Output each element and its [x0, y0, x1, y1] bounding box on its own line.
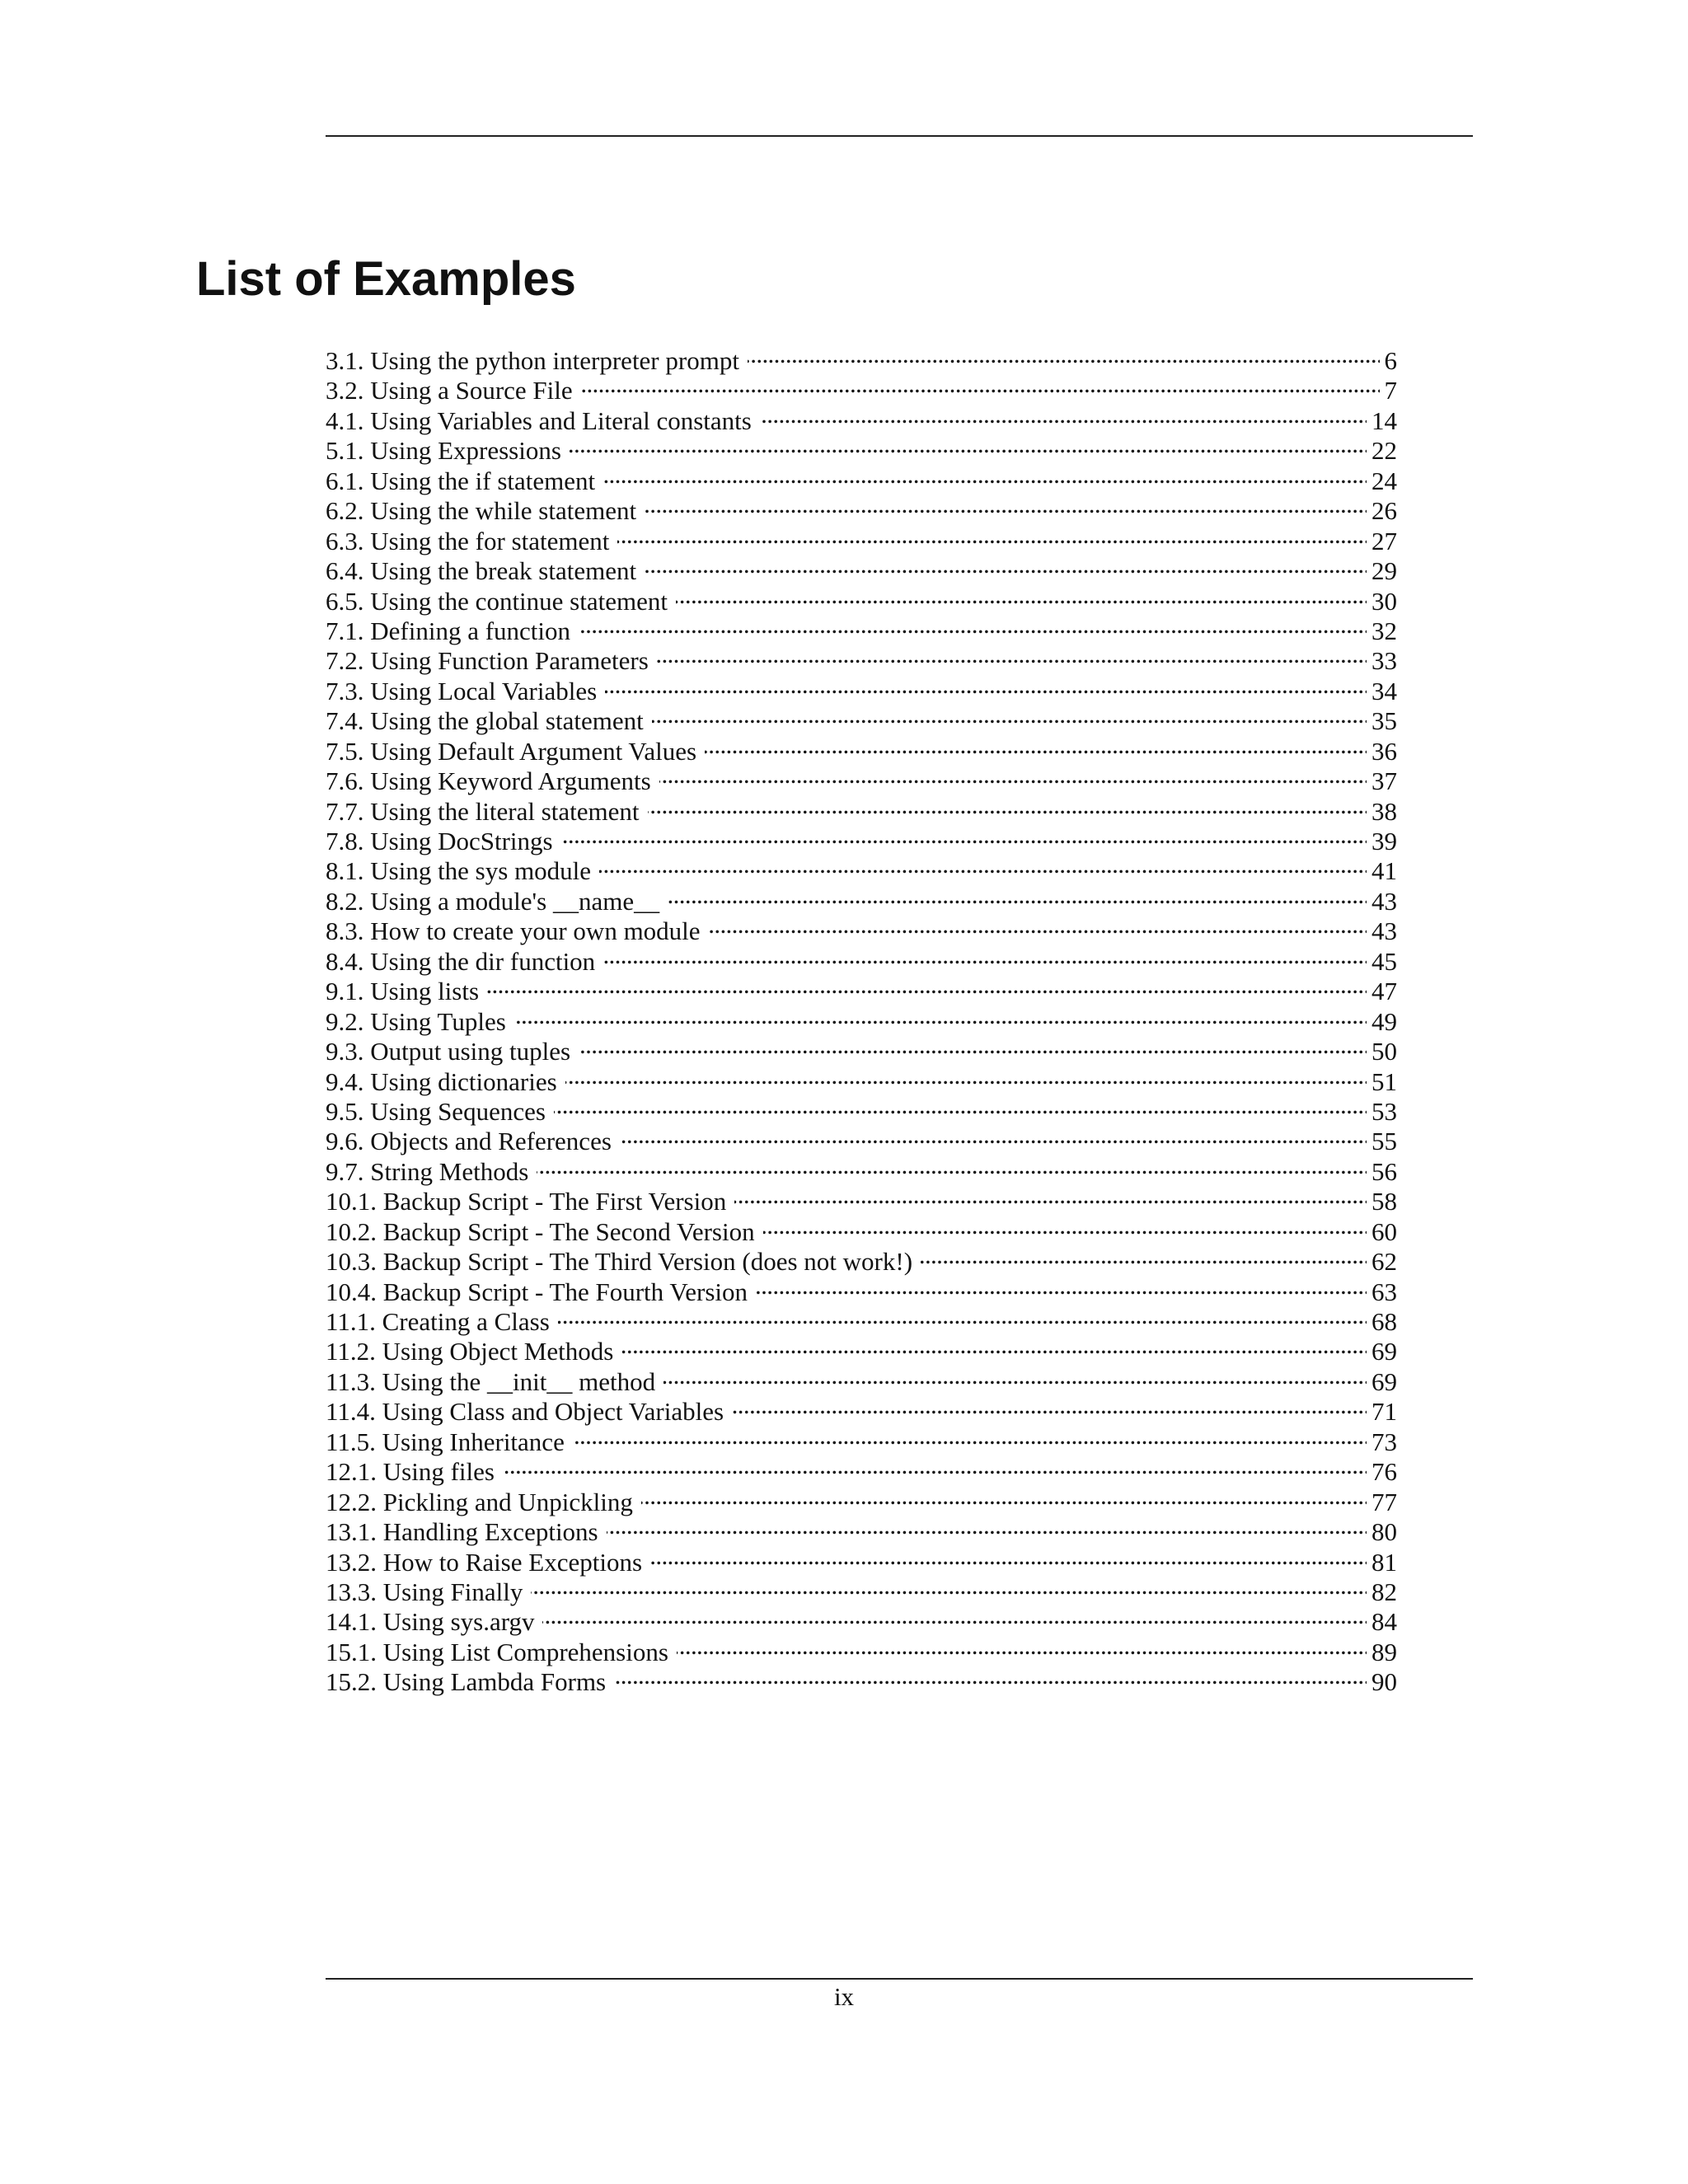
dot-leader — [503, 1451, 1367, 1480]
example-page-number: 29 — [1372, 556, 1397, 586]
example-page-number: 32 — [1372, 616, 1397, 645]
example-title: 10.1. Backup Script - The First Version — [326, 1187, 727, 1216]
example-title: 10.4. Backup Script - The Fourth Version — [326, 1277, 748, 1306]
example-page-number: 55 — [1372, 1127, 1397, 1156]
example-title: 9.3. Output using tuples — [326, 1037, 571, 1066]
example-page-number: 49 — [1372, 1006, 1397, 1036]
dot-leader — [607, 1511, 1367, 1540]
example-title: 11.2. Using Object Methods — [326, 1337, 614, 1366]
dot-leader — [620, 1120, 1367, 1150]
example-page-number: 69 — [1372, 1337, 1397, 1366]
example-title: 6.2. Using the while statement — [326, 496, 637, 526]
example-title: 7.7. Using the literal statement — [326, 796, 640, 826]
dot-leader — [573, 1421, 1367, 1451]
example-title: 4.1. Using Variables and Literal constants — [326, 405, 752, 435]
example-page-number: 58 — [1372, 1187, 1397, 1216]
example-title: 11.4. Using Class and Object Variables — [326, 1397, 724, 1427]
example-title: 12.1. Using files — [326, 1457, 495, 1487]
dot-leader — [621, 1330, 1367, 1360]
example-page-number: 35 — [1372, 706, 1397, 736]
dot-leader — [558, 1301, 1367, 1330]
dot-leader — [487, 970, 1367, 1000]
dot-leader — [732, 1390, 1367, 1420]
dot-leader — [542, 1601, 1367, 1630]
dot-leader — [760, 400, 1367, 429]
example-page-number: 7 — [1384, 376, 1397, 405]
dot-leader — [676, 580, 1367, 610]
dot-leader — [579, 1030, 1367, 1060]
example-page-number: 60 — [1372, 1216, 1397, 1246]
example-page-number: 14 — [1372, 405, 1397, 435]
example-title: 13.1. Handling Exceptions — [326, 1517, 598, 1547]
example-page-number: 41 — [1372, 856, 1397, 886]
dot-leader — [663, 1361, 1367, 1390]
example-title: 9.7. String Methods — [326, 1156, 529, 1186]
dot-leader — [617, 520, 1367, 550]
dot-leader — [921, 1240, 1367, 1270]
example-page-number: 6 — [1384, 346, 1397, 375]
example-title: 7.5. Using Default Argument Values — [326, 736, 697, 766]
dot-leader — [748, 340, 1380, 369]
example-title: 15.1. Using List Comprehensions — [326, 1637, 668, 1666]
dot-leader — [677, 1631, 1367, 1661]
example-title: 11.1. Creating a Class — [326, 1307, 550, 1336]
dot-leader — [581, 369, 1380, 399]
example-title: 9.2. Using Tuples — [326, 1006, 506, 1036]
example-page-number: 39 — [1372, 827, 1397, 855]
example-title: 7.3. Using Local Variables — [326, 676, 598, 705]
example-page-number: 77 — [1372, 1487, 1397, 1516]
dot-leader — [603, 940, 1367, 970]
example-title: 8.2. Using a module's __name__ — [326, 886, 660, 916]
example-title: 7.8. Using DocStrings — [326, 827, 553, 855]
dot-leader — [645, 490, 1367, 519]
example-page-number: 36 — [1372, 736, 1397, 766]
dot-leader — [565, 1061, 1367, 1090]
dot-leader — [570, 429, 1367, 459]
example-page-number: 27 — [1372, 526, 1397, 555]
dot-leader — [709, 910, 1367, 940]
dot-leader — [756, 1271, 1367, 1301]
example-title: 7.6. Using Keyword Arguments — [326, 766, 651, 796]
example-title: 5.1. Using Expressions — [326, 436, 561, 466]
dot-leader — [537, 1151, 1367, 1180]
example-page-number: 82 — [1372, 1577, 1397, 1606]
dot-leader — [763, 1211, 1367, 1240]
example-title: 9.4. Using dictionaries — [326, 1066, 557, 1096]
dot-leader — [648, 790, 1367, 820]
example-page-number: 30 — [1372, 586, 1397, 616]
example-page-number: 68 — [1372, 1307, 1397, 1336]
example-page-number: 26 — [1372, 496, 1397, 526]
example-title: 8.3. How to create your own module — [326, 916, 701, 946]
example-page-number: 89 — [1372, 1637, 1397, 1666]
dot-leader — [705, 730, 1367, 760]
example-page-number: 24 — [1372, 466, 1397, 495]
example-title: 6.5. Using the continue statement — [326, 586, 668, 616]
dot-leader — [645, 550, 1367, 579]
example-title: 11.3. Using the __init__ method — [326, 1366, 656, 1396]
dot-leader — [650, 1541, 1367, 1571]
dot-leader — [599, 850, 1367, 879]
example-page-number: 84 — [1372, 1607, 1397, 1637]
example-page-number: 76 — [1372, 1457, 1397, 1487]
example-page-number: 90 — [1372, 1667, 1397, 1697]
dot-leader — [657, 640, 1367, 669]
example-page-number: 47 — [1372, 977, 1397, 1006]
example-title: 6.3. Using the for statement — [326, 526, 610, 555]
example-title: 11.5. Using Inheritance — [326, 1427, 565, 1456]
example-page-number: 56 — [1372, 1156, 1397, 1186]
example-page-number: 51 — [1372, 1066, 1397, 1096]
example-title: 6.1. Using the if statement — [326, 466, 596, 495]
example-page-number: 62 — [1372, 1247, 1397, 1277]
example-title: 3.2. Using a Source File — [326, 376, 573, 405]
examples-list — [326, 340, 1397, 1697]
example-page-number: 43 — [1372, 886, 1397, 916]
example-title: 8.1. Using the sys module — [326, 856, 592, 886]
example-title: 7.4. Using the global statement — [326, 706, 644, 736]
example-title: 9.1. Using lists — [326, 977, 480, 1006]
example-title: 3.1. Using the python interpreter prompt — [326, 346, 739, 375]
example-page-number: 50 — [1372, 1037, 1397, 1066]
example-page-number: 43 — [1372, 916, 1397, 946]
dot-leader — [641, 1481, 1367, 1511]
dot-leader — [605, 670, 1367, 700]
dot-leader — [579, 610, 1367, 640]
dot-leader — [514, 1001, 1367, 1030]
example-page-number: 69 — [1372, 1366, 1397, 1396]
dot-leader — [652, 700, 1367, 729]
page-title: List of Examples — [196, 252, 576, 306]
page-number: ix — [833, 1982, 855, 2011]
example-page-number: 22 — [1372, 436, 1397, 466]
footer-rule — [326, 1978, 1473, 1980]
dot-leader — [603, 460, 1367, 490]
example-title: 12.2. Pickling and Unpickling — [326, 1487, 633, 1516]
example-title: 8.4. Using the dir function — [326, 946, 596, 976]
dot-leader — [561, 820, 1367, 850]
dot-leader — [734, 1180, 1367, 1210]
example-title: 10.2. Backup Script - The Second Version — [326, 1216, 755, 1246]
dot-leader — [531, 1571, 1367, 1601]
example-title: 7.2. Using Function Parameters — [326, 646, 649, 676]
example-page-number: 71 — [1372, 1397, 1397, 1427]
example-title: 6.4. Using the break statement — [326, 556, 637, 586]
dot-leader — [554, 1090, 1367, 1120]
example-title: 14.1. Using sys.argv — [326, 1607, 535, 1637]
example-title: 9.6. Objects and References — [326, 1127, 612, 1156]
dot-leader — [614, 1661, 1367, 1690]
dot-leader — [668, 880, 1367, 910]
example-page-number: 80 — [1372, 1517, 1397, 1547]
dot-leader — [659, 760, 1367, 790]
example-page-number: 63 — [1372, 1277, 1397, 1306]
example-page-number: 38 — [1372, 796, 1397, 826]
example-page-number: 45 — [1372, 946, 1397, 976]
example-page-number: 81 — [1372, 1547, 1397, 1577]
header-rule — [326, 135, 1473, 137]
example-page-number: 33 — [1372, 646, 1397, 676]
example-page-number: 73 — [1372, 1427, 1397, 1456]
example-title: 9.5. Using Sequences — [326, 1096, 546, 1126]
example-title: 7.1. Defining a function — [326, 616, 571, 645]
example-page-number: 53 — [1372, 1096, 1397, 1126]
example-title: 13.3. Using Finally — [326, 1577, 523, 1606]
example-title: 13.2. How to Raise Exceptions — [326, 1547, 643, 1577]
example-title: 10.3. Backup Script - The Third Version (does not work!) — [326, 1247, 913, 1277]
example-page-number: 37 — [1372, 766, 1397, 796]
example-entry[interactable] — [326, 340, 1397, 375]
example-page-number: 34 — [1372, 676, 1397, 705]
example-title: 15.2. Using Lambda Forms — [326, 1667, 607, 1697]
